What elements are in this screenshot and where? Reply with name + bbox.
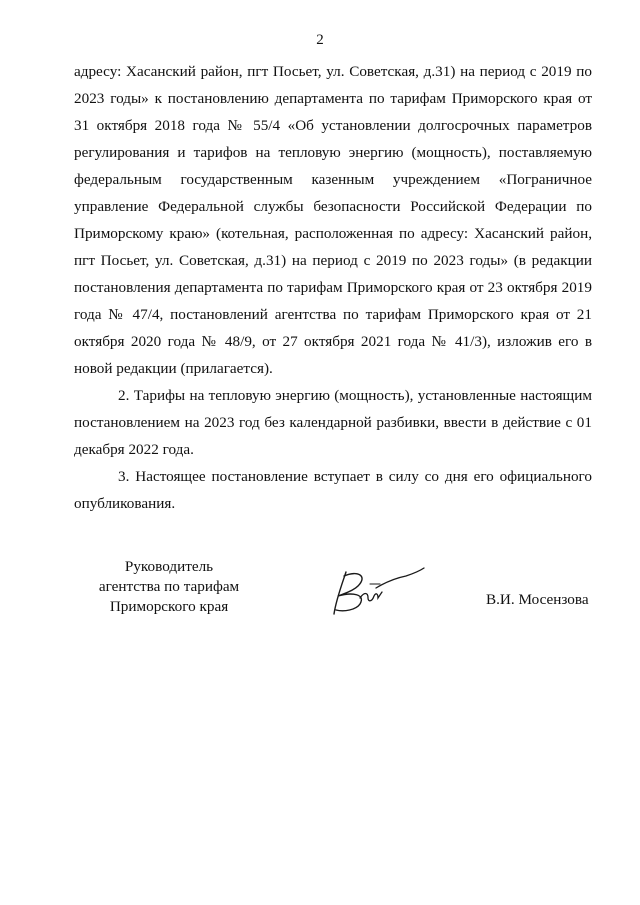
position-line-1: Руководитель bbox=[124, 558, 214, 575]
document-body bbox=[74, 58, 592, 517]
position-line-3: Приморского края bbox=[109, 598, 229, 615]
page-number: 2 bbox=[316, 32, 324, 48]
signatory-position bbox=[84, 557, 254, 617]
paragraph-2: 2. Тарифы на тепловую энергию (мощность), установленные настоящим постановлением на 2023 год без календарной разбивки, ввести в действие с 01 декабря 2022 года. bbox=[74, 387, 592, 458]
handwritten-signature-icon bbox=[324, 562, 434, 620]
paragraph-1: адресу: Хасанский район, пгт Посьет, ул. Советская, д.31) на период с 2019 по 2023 годы» к постановлению департамента по тарифам Приморского края от 31 октября 2018 года № 55/4 «Об установлении долгосрочных параметров регулирования и тарифов на тепловую энергию (мощность), поставляемую федеральным государственным казенным учреждением «Пограничное управление Федеральной службы безопасности Российской Федерации по Приморскому краю» (котельная, расположенная по адресу: Хасанский район, пгт Посьет, ул. Советская, д.31) на период с 2019 по 2023 годы» (в редакции постановления департамента по тарифам Приморского края от 23 октября 2019 года № 47/4, постановлений агентства по тарифам Приморского края от 21 октября 2020 года № 48/9, от 27 октября 2021 года № 41/3), изложив его в новой редакции (прилагается). bbox=[74, 63, 592, 377]
position-line-2: агентства по тарифам bbox=[98, 578, 240, 595]
paragraph-3: 3. Настоящее постановление вступает в силу со дня его официального опубликования. bbox=[74, 468, 592, 512]
signer-name: В.И. Мосензова bbox=[486, 591, 589, 608]
